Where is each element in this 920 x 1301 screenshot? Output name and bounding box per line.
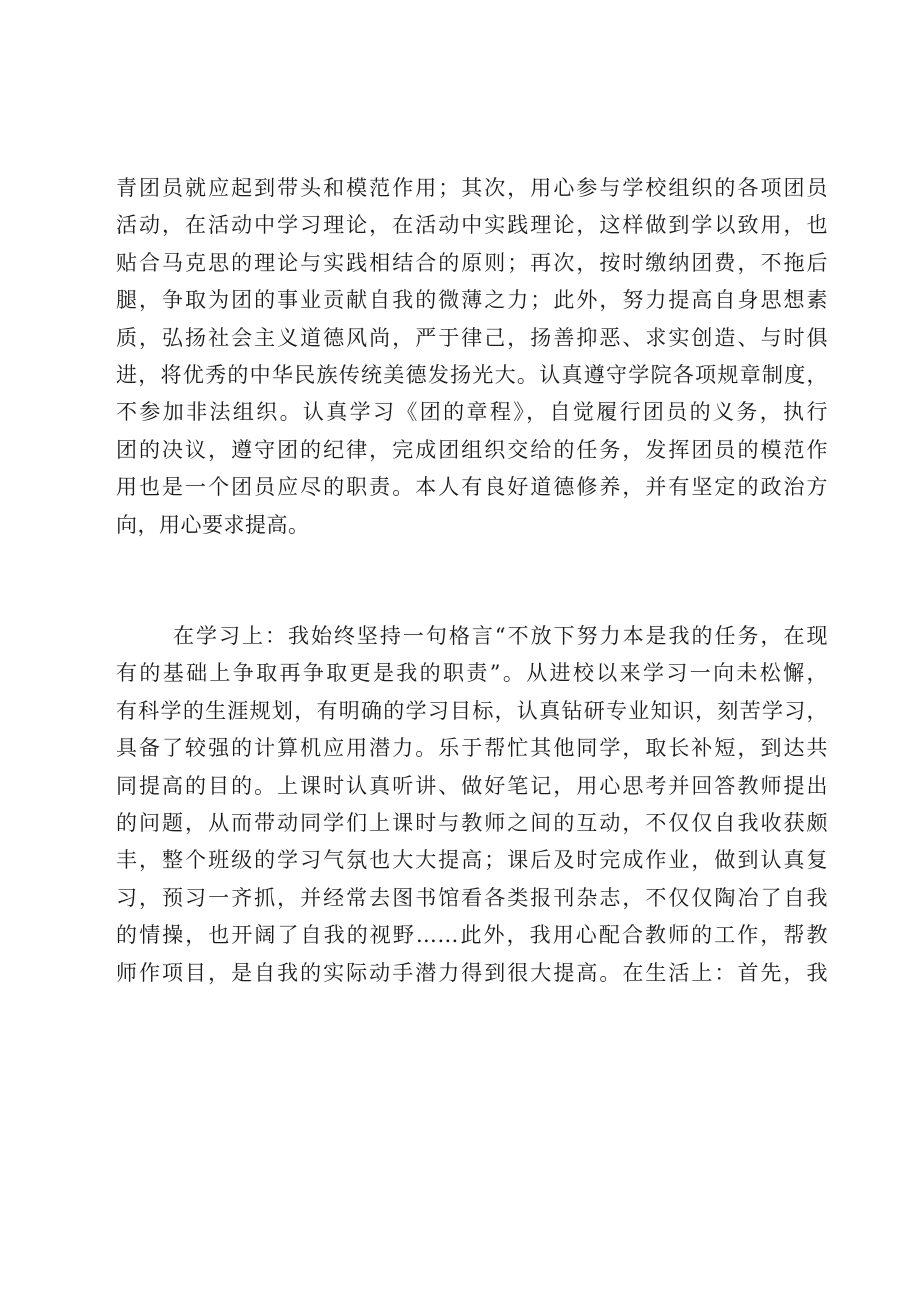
paragraph-line: 贴合马克思的理论与实践相结合的原则；再次，按时缴纳团费，不拖后 bbox=[116, 250, 828, 275]
paragraph-line: 团的决议，遵守团的纪律，完成团组织交给的任务，发挥团员的模范作 bbox=[116, 437, 828, 462]
paragraph-1 bbox=[116, 170, 828, 544]
paragraph-line: 有的基础上争取再争取更是我的职责”。从进校以来学习一向未松懈， bbox=[116, 661, 828, 686]
paragraph-line: 质，弘扬社会主义道德风尚，严于律己，扬善抑恶、求实创造、与时俱 bbox=[116, 325, 828, 350]
paragraph-line: 的情操，也开阔了自我的视野……此外，我用心配合教师的工作，帮教 bbox=[116, 923, 828, 948]
paragraph-line: 同提高的目的。上课时认真听讲、做好笔记，用心思考并回答教师提出 bbox=[116, 773, 828, 798]
paragraph-line: 有科学的生涯规划，有明确的学习目标，认真钻研专业知识，刻苦学习， bbox=[116, 698, 828, 723]
paragraph-line: 不参加非法组织。认真学习《团的章程》，自觉履行团员的义务，执行 bbox=[116, 400, 828, 425]
paragraph-line: 向，用心要求提高。 bbox=[116, 512, 310, 537]
paragraph-line: 丰，整个班级的学习气氛也大大提高；课后及时完成作业，做到认真复 bbox=[116, 848, 828, 873]
paragraph-line: 青团员就应起到带头和模范作用；其次，用心参与学校组织的各项团员 bbox=[116, 176, 828, 200]
paragraph-line: 的问题，从而带动同学们上课时与教师之间的互动，不仅仅自我收获颇 bbox=[116, 810, 828, 835]
paragraph-2 bbox=[116, 618, 828, 992]
paragraph-line: 师作项目，是自我的实际动手潜力得到很大提高。在生活上：首先，我 bbox=[116, 960, 828, 985]
paragraph-line: 具备了较强的计算机应用潜力。乐于帮忙其他同学，取长补短，到达共 bbox=[116, 736, 828, 761]
paragraph-line: 腿，争取为团的事业贡献自我的微薄之力；此外，努力提高自身思想素 bbox=[116, 288, 828, 313]
paragraph-line: 在学习上：我始终坚持一句格言“不放下努力本是我的任务，在现 bbox=[173, 624, 828, 648]
paragraph-line: 活动，在活动中学习理论，在活动中实践理论，这样做到学以致用，也 bbox=[116, 213, 828, 238]
paragraph-line: 进，将优秀的中华民族传统美德发扬光大。认真遵守学院各项规章制度， bbox=[116, 362, 828, 387]
paragraph-line: 习，预习一齐抓，并经常去图书馆看各类报刊杂志，不仅仅陶冶了自我 bbox=[116, 885, 828, 910]
paragraph-line: 用也是一个团员应尽的职责。本人有良好道德修养，并有坚定的政治方 bbox=[116, 475, 828, 500]
